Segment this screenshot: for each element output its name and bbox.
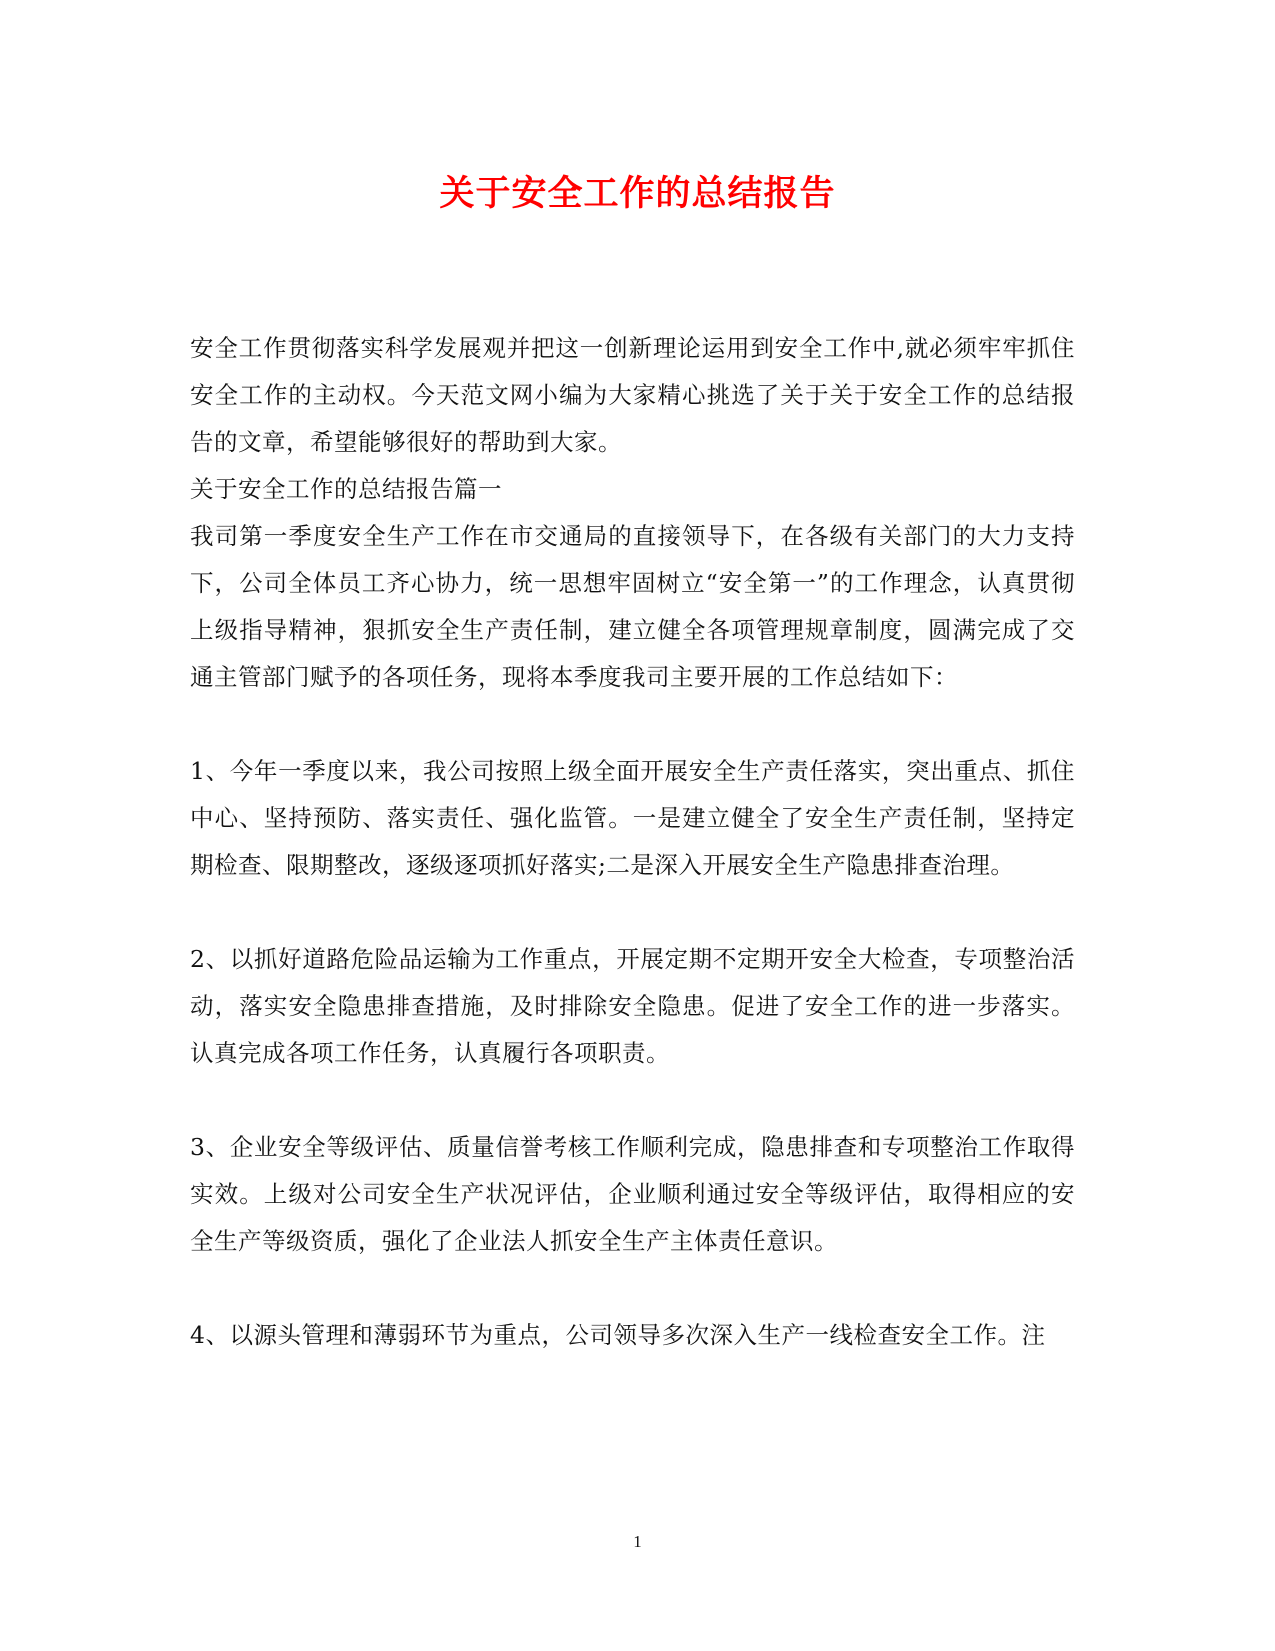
body-paragraph: 我司第一季度安全生产工作在市交通局的直接领导下，在各级有关部门的大力支持下，公司全体员工齐心协力，统一思想牢固树立“安全第一”的工作理念，认真贯彻上级指导精神，狠抓安全生产责任制，建立健全各项管理规章制度，圆满完成了交通主管部门赋予的各项任务，现将本季度我司主要开展的工作总结如下：	[190, 522, 1075, 691]
document-body	[190, 325, 1075, 1359]
list-item-3: 3、企业安全等级评估、质量信誉考核工作顺利完成，隐患排查和专项整治工作取得实效。上级对公司安全生产状况评估，企业顺利通过安全等级评估，取得相应的安全生产等级资质，强化了企业法人抓安全生产主体责任意识。	[190, 1133, 1075, 1255]
page-number: 1	[633, 1532, 642, 1551]
list-item-2: 2、以抓好道路危险品运输为工作重点，开展定期不定期开安全大检查，专项整治活动，落实安全隐患排查措施，及时排除安全隐患。促进了安全工作的进一步落实。认真完成各项工作任务，认真履行各项职责。	[190, 945, 1075, 1067]
section-heading: 关于安全工作的总结报告篇一	[190, 475, 502, 503]
list-item-1: 1、今年一季度以来，我公司按照上级全面开展安全生产责任落实，突出重点、抓住中心、坚持预防、落实责任、强化监管。一是建立健全了安全生产责任制，坚持定期检查、限期整改，逐级逐项抓好落实;二是深入开展安全生产隐患排查治理。	[190, 757, 1075, 879]
intro-paragraph: 安全工作贯彻落实科学发展观并把这一创新理论运用到安全工作中,就必须牢牢抓住安全工作的主动权。今天范文网小编为大家精心挑选了关于关于安全工作的总结报告的文章，希望能够很好的帮助到大家。	[190, 334, 1075, 456]
document-title: 关于安全工作的总结报告	[439, 173, 836, 214]
list-item-4: 4、以源头管理和薄弱环节为重点，公司领导多次深入生产一线检查安全工作。注	[190, 1321, 1046, 1349]
